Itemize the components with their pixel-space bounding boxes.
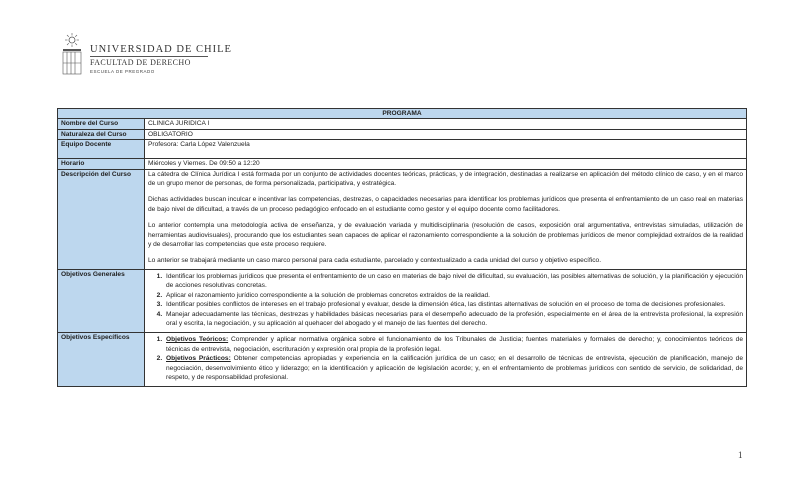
program-table	[57, 108, 747, 387]
general-objectives-label: Objetivos Generales	[58, 269, 145, 332]
course-name-value: CLINICA JURIDICA I	[145, 119, 747, 129]
description-paragraph: Dichas actividades buscan inculcar e incentivar las competencias, destrezas, o capacidades necesarias para identificar los problemas jurídicos que presenta el enfrentamiento de un caso real en materias de bajo nivel de dificultad, a través de un proceso pedagógico enfocado en el estudiante como gestor y el equipo docente como facilitadores.	[148, 196, 743, 213]
team-label: Equipo Docente	[58, 140, 145, 159]
university-name: UNIVERSIDAD DE CHILE	[90, 44, 232, 55]
page-number: 1	[738, 450, 743, 460]
table-title: PROGRAMA	[58, 109, 747, 119]
university-seal-logo	[60, 32, 84, 78]
school-name: ESCUELA DE PREGRADO	[90, 68, 155, 74]
table-row	[58, 119, 747, 129]
schedule-label: Horario	[58, 159, 145, 169]
general-objectives-cell	[145, 269, 747, 332]
objective-text: Comprender y aplicar normativa orgánica sobre el funcionamiento de los Tribunales de Justicia; fuentes materiales y formales de derecho; y, conocimientos teóricos de técnicas de entrevista, negociación, escrituración y expresión oral propia de la profesión legal.	[166, 336, 743, 353]
list-item	[164, 354, 743, 382]
objective-heading: Objetivos Teóricos:	[166, 336, 229, 344]
list-item: 4. Manejar adecuadamente las técnicas, destrezas y habilidades básicas necesarias para el desempeño adecuado de la profesión, especialmente en el área de la entrevista profesional, la expresión oral y escrita, la negociación, y su aplicación al quehacer del abogado y el manejo de las fuentes del derecho.	[164, 310, 743, 329]
list-item: 2. Aplicar el razonamiento jurídico correspondiente a la solución de problemas concretos extraídos de la realidad.	[164, 291, 743, 300]
table-row	[58, 169, 747, 269]
course-name-label: Nombre del Curso	[58, 119, 145, 129]
document-header	[60, 32, 360, 82]
table-row	[58, 159, 747, 169]
nature-value: OBLIGATORIO	[145, 129, 747, 139]
specific-objectives-label: Objetivos Específicos	[58, 333, 145, 387]
table-row	[58, 129, 747, 139]
faculty-name: FACULTAD DE DERECHO	[90, 57, 191, 67]
objective-heading: Objetivos Prácticos:	[166, 355, 231, 363]
description-paragraph: La cátedra de Clínica Jurídica I está formada por un conjunto de actividades docentes teóricas, prácticas, y de integración, destinadas a realizarse en aplicación del método clínico de caso, y en el marco de un grupo menor de personas, de forma personalizada, participativa, y estratégica.	[148, 170, 743, 188]
description-cell	[145, 169, 747, 269]
schedule-value: Miércoles y Viernes. De 09:50 a 12:20	[145, 159, 747, 169]
institution-block	[90, 45, 232, 74]
table-title-row	[58, 109, 747, 119]
description-label: Descripción del Curso	[58, 169, 145, 269]
list-item: 1. Identificar los problemas jurídicos que presenta el enfrentamiento de un caso en materias de bajo nivel de dificultad, su evaluación, las posibles alternativas de solución, y la planificación y ejecución de acciones resolutivas concretas.	[164, 272, 743, 291]
team-value: Profesora: Carla López Valenzuela	[145, 140, 747, 159]
objective-text: Obtener competencias apropiadas y experiencia en la calificación jurídica de un caso; en el desarrollo de técnicas de entrevista, ejecución de planificación, manejo de negociación, desenvolvimiento ético y liderazgo; en la identificación y aplicación de legislación acorde; y, en el enfrentamiento de problemas jurídicos con sentido de servicio, de solidaridad, de respeto, y de responsabilidad profesional.	[166, 355, 743, 381]
list-item: 3. Identificar posibles conflictos de intereses en el trabajo profesional y evaluar, desde la dimensión ética, las distintas alternativas de solución en el proceso de toma de decisiones profesionales.	[164, 300, 743, 309]
table-row	[58, 140, 747, 159]
description-paragraph: Lo anterior contempla una metodología activa de enseñanza, y de evaluación variada y multidisciplinaria (resolución de casos, exposición oral argumentativa, entrevistas simuladas, utilización de herramientas audiovisuales), procurando que los estudiantes sean capaces de aplicar el razonamiento correspondiente a la solución de problemas jurídicos de menor complejidad extraídos de la realidad y de desarrollar las competencias que este proceso requiere.	[148, 222, 743, 249]
table-row	[58, 269, 747, 332]
list-item	[164, 335, 743, 354]
table-row	[58, 333, 747, 387]
specific-objectives-cell	[145, 333, 747, 387]
nature-label: Naturaleza del Curso	[58, 129, 145, 139]
description-paragraph: Lo anterior se trabajará mediante un caso marco personal para cada estudiante, parcelado y contextualizado a cada unidad del curso y objetivo específico.	[148, 257, 602, 265]
